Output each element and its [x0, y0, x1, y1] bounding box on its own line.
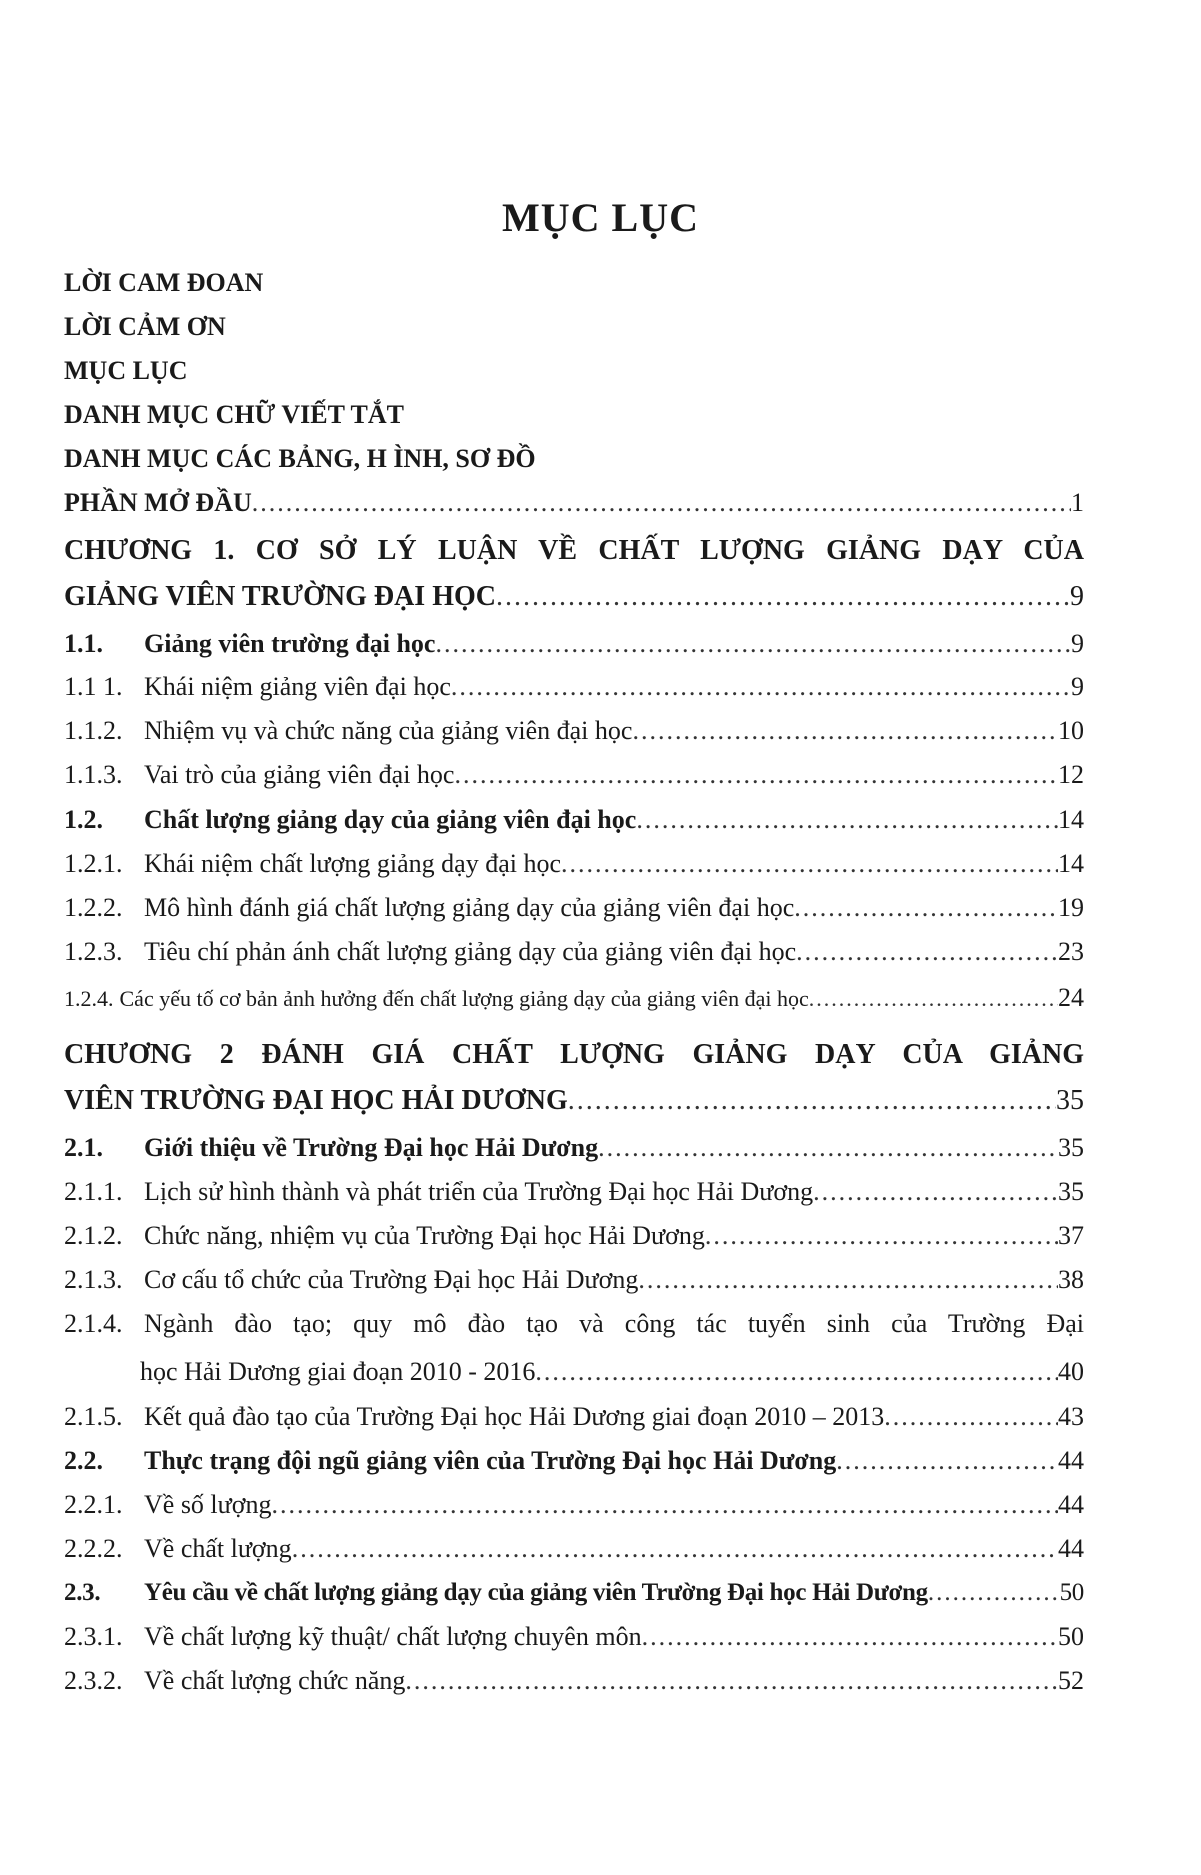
toc-entry-number: 2.1. — [64, 1133, 103, 1162]
toc-entry-number: 1.1.3. — [64, 760, 123, 789]
dot-leader — [809, 978, 1058, 1020]
dot-leader — [568, 1080, 1056, 1122]
toc-page-number: 44 — [1058, 1534, 1084, 1563]
toc-page-number: 9 — [1070, 581, 1084, 612]
dot-leader — [636, 799, 1058, 841]
toc-entry-number: 2.3.2. — [64, 1666, 123, 1695]
toc-entry-text: Lịch sử hình thành và phát triển của Trường Đại học Hải Dương — [144, 1177, 814, 1206]
toc-page-number: 9 — [1071, 672, 1084, 701]
chapter-heading: CHƯƠNG 1. CƠ SỞ LÝ LUẬN VỀ CHẤT LƯỢNG GIẢNG DẠY CỦA — [64, 535, 1084, 566]
dot-leader — [638, 1259, 1058, 1301]
dot-leader — [836, 1440, 1058, 1482]
toc-entry-text: Thực trạng đội ngũ giảng viên của Trường Đại học Hải Dương — [144, 1446, 837, 1475]
toc-entry-text: Các yếu tố cơ bản ảnh hưởng đến chất lượng giảng dạy của giảng viên đại học — [119, 986, 809, 1011]
toc-page-number: 50 — [1058, 1622, 1084, 1651]
toc-entry-text: Nhiệm vụ và chức năng của giảng viên đại học — [144, 716, 633, 745]
toc-entry — [64, 977, 1084, 1019]
toc-entry-number: 1.1 1. — [64, 672, 123, 701]
dot-leader — [252, 482, 1071, 524]
toc-page-number: 40 — [1058, 1357, 1084, 1386]
toc-page-number: 1 — [1071, 488, 1084, 517]
toc-page-number: 35 — [1058, 1177, 1084, 1206]
chapter-heading-cont — [64, 1080, 1084, 1122]
toc-entry-number: 1.1. — [64, 629, 103, 658]
dot-leader — [705, 1215, 1058, 1257]
toc-entry-number: 1.2.2. — [64, 893, 123, 922]
toc-entry — [64, 754, 1084, 796]
toc-entry-text: PHẦN MỞ ĐẦU — [64, 488, 252, 517]
toc-entry-number: 1.2.3. — [64, 937, 123, 966]
dot-leader — [598, 1127, 1058, 1169]
toc-entry-text: Giảng viên trường đại học — [144, 629, 436, 658]
toc-entry — [64, 710, 1084, 752]
toc-entry — [64, 799, 1084, 841]
toc-entry — [64, 1127, 1084, 1169]
dot-leader — [454, 754, 1058, 796]
toc-entry-text: Giới thiệu về Trường Đại học Hải Dương — [144, 1133, 599, 1162]
toc-page-number: 35 — [1056, 1085, 1084, 1116]
toc-page-number: 24 — [1058, 983, 1084, 1012]
dot-leader — [928, 1572, 1060, 1614]
toc-entry-text: Chức năng, nhiệm vụ của Trường Đại học Hải Dương — [144, 1221, 705, 1250]
toc-entry-text: GIẢNG VIÊN TRƯỜNG ĐẠI HỌC — [64, 581, 496, 612]
toc-entry-text: học Hải Dương giai đoạn 2010 - 2016 — [140, 1357, 536, 1386]
toc-front-item: LỜI CẢM ƠN — [64, 312, 226, 341]
toc-entry — [64, 1660, 1084, 1702]
toc-page-number: 23 — [1058, 937, 1084, 966]
toc-page-number: 19 — [1058, 893, 1084, 922]
dot-leader — [884, 1396, 1058, 1438]
toc-entry-text: Yêu cầu về chất lượng giảng dạy của giảng viên Trường Đại học Hải Dương — [144, 1579, 928, 1606]
toc-entry-number: 2.1.2. — [64, 1221, 123, 1250]
toc-entry-text: Chất lượng giảng dạy của giảng viên đại học — [144, 805, 637, 834]
toc-entry-number: 2.1.5. — [64, 1402, 123, 1431]
toc-entry-number: 2.3. — [64, 1579, 101, 1606]
toc-page-number: 9 — [1071, 629, 1084, 658]
toc-entry-text: VIÊN TRƯỜNG ĐẠI HỌC HẢI DƯƠNG — [64, 1085, 568, 1116]
dot-leader — [272, 1484, 1059, 1526]
toc-entry-number: 1.1.2. — [64, 716, 123, 745]
toc-page-number: 50 — [1059, 1579, 1084, 1606]
dot-leader — [632, 710, 1058, 752]
toc-entry-text: Về số lượng — [144, 1490, 272, 1519]
toc-entry — [64, 1616, 1084, 1658]
toc-entry — [64, 1215, 1084, 1257]
toc-entry-number: 2.2.1. — [64, 1490, 123, 1519]
toc-entry — [64, 1572, 1084, 1614]
toc-entry-text: Vai trò của giảng viên đại học — [144, 760, 455, 789]
dot-leader — [451, 666, 1071, 708]
toc-entry-text: Cơ cấu tổ chức của Trường Đại học Hải Dương — [144, 1265, 639, 1294]
dot-leader — [813, 1171, 1058, 1213]
toc-page-number: 44 — [1058, 1446, 1084, 1475]
toc-entry — [64, 843, 1084, 885]
toc-entry-text: Về chất lượng — [144, 1534, 292, 1563]
toc-entry — [64, 1259, 1084, 1301]
toc-page-number: 12 — [1058, 760, 1084, 789]
toc-entry — [64, 666, 1084, 708]
chapter-heading-cont — [64, 576, 1084, 618]
toc-page-number: 35 — [1058, 1133, 1084, 1162]
dot-leader — [794, 887, 1058, 929]
toc-entry-text: Về chất lượng kỹ thuật/ chất lượng chuyên môn — [144, 1622, 642, 1651]
toc-entry-number: 2.3.1. — [64, 1622, 123, 1651]
dot-leader — [405, 1660, 1058, 1702]
toc-entry — [64, 931, 1084, 973]
dot-leader — [496, 576, 1070, 618]
toc-entry — [64, 1171, 1084, 1213]
toc-front-item: MỤC LỤC — [64, 356, 188, 385]
toc-entry — [64, 1528, 1084, 1570]
toc-front-item: DANH MỤC CHỮ VIẾT TẮT — [64, 400, 404, 429]
toc-front-item: LỜI CAM ĐOAN — [64, 268, 264, 297]
chapter-heading: CHƯƠNG 2 ĐÁNH GIÁ CHẤT LƯỢNG GIẢNG DẠY CỦA GIẢNG — [64, 1039, 1084, 1070]
toc-entry — [64, 1484, 1084, 1526]
dot-leader — [796, 931, 1058, 973]
toc-front-item: DANH MỤC CÁC BẢNG, H ÌNH, SƠ ĐỒ — [64, 444, 536, 473]
toc-entry — [64, 1440, 1084, 1482]
toc-page-number: 14 — [1058, 849, 1084, 878]
toc-entry-text: Khái niệm chất lượng giảng dạy đại học — [144, 849, 562, 878]
toc-entry-number: 1.2. — [64, 805, 103, 834]
dot-leader — [435, 623, 1071, 665]
toc-entry-number: 2.1.4. — [64, 1309, 123, 1338]
toc-entry — [64, 623, 1084, 665]
dot-leader — [642, 1616, 1058, 1658]
toc-entry-number: 2.1.1. — [64, 1177, 123, 1206]
toc-page-number: 52 — [1058, 1666, 1084, 1695]
toc-entry — [64, 1396, 1084, 1438]
toc-page-number: 43 — [1058, 1402, 1084, 1431]
toc-entry — [64, 887, 1084, 929]
dot-leader — [292, 1528, 1058, 1570]
toc-page-number: 38 — [1058, 1265, 1084, 1294]
toc-entry-text: Khái niệm giảng viên đại học — [144, 672, 451, 701]
toc-entry-text: Ngành đào tạo; quy mô đào tạo và công tác tuyển sinh của Trường Đại — [144, 1309, 1084, 1338]
toc-page-number: 14 — [1058, 805, 1084, 834]
toc-entry-number: 2.2. — [64, 1446, 103, 1475]
toc-entry-intro — [64, 482, 1084, 524]
toc-page-number: 10 — [1058, 716, 1084, 745]
toc-entry-text: Tiêu chí phản ánh chất lượng giảng dạy của giảng viên đại học — [144, 937, 797, 966]
toc-entry-text: Về chất lượng chức năng — [144, 1666, 406, 1695]
toc-entry-cont — [140, 1351, 1084, 1393]
toc-page-number: 44 — [1058, 1490, 1084, 1519]
toc-entry-text: Kết quả đào tạo của Trường Đại học Hải Dương giai đoạn 2010 – 2013 — [144, 1402, 885, 1431]
toc-entry-multiline — [64, 1303, 1084, 1345]
toc-entry-text: Mô hình đánh giá chất lượng giảng dạy của giảng viên đại học — [144, 893, 795, 922]
toc-entry-number: 1.2.4. — [64, 986, 114, 1011]
toc-entry-number: 2.1.3. — [64, 1265, 123, 1294]
page-title: MỤC LỤC — [502, 195, 699, 240]
dot-leader — [535, 1351, 1058, 1393]
dot-leader — [561, 843, 1058, 885]
toc-entry-number: 1.2.1. — [64, 849, 123, 878]
toc-entry-number: 2.2.2. — [64, 1534, 123, 1563]
toc-page-number: 37 — [1058, 1221, 1084, 1250]
